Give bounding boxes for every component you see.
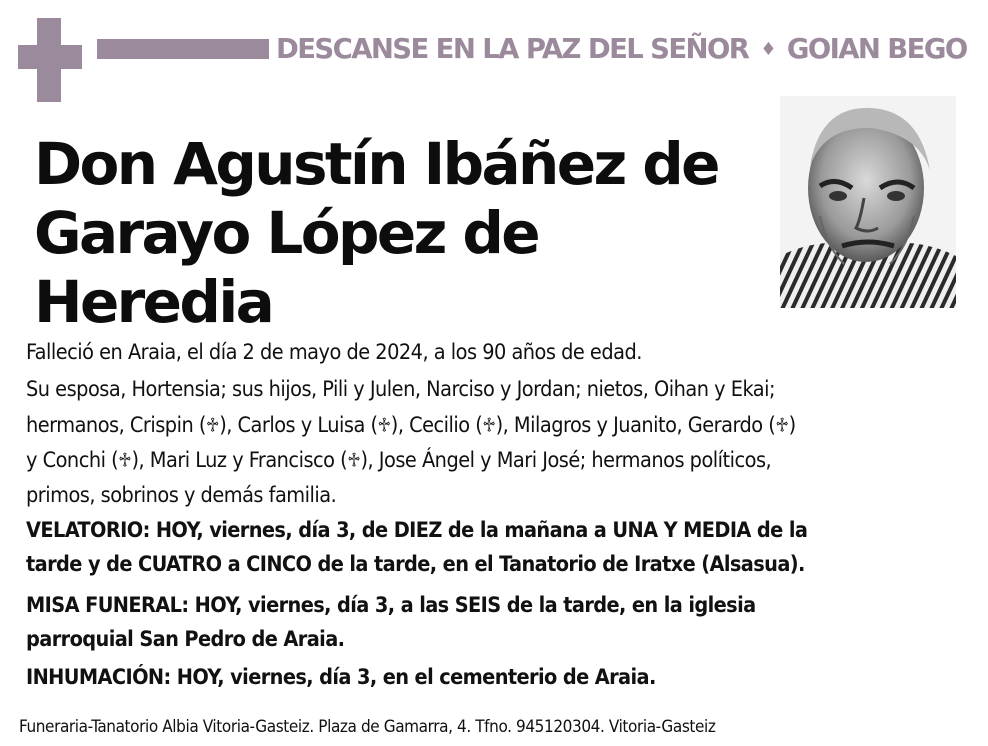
velatorio-line2: tarde y de CUATRO a CINCO de la tarde, en el Tanatorio de Iratxe (Alsasua). xyxy=(26,552,805,577)
family-line2: hermanos, Crispin (♱), Carlos y Luisa (♱), Cecilio (♱), Milagros y Juanito, Gerardo (♱) xyxy=(26,408,966,444)
deceased-cross-icon: ♱ xyxy=(118,448,132,472)
deceased-cross-icon: ♱ xyxy=(775,412,789,437)
diamond-icon: ♦ xyxy=(760,39,775,60)
cross-icon xyxy=(18,18,82,102)
deceased-cross-icon: ♱ xyxy=(482,412,496,437)
family-line1: Su esposa, Hortensia; sus hijos, Pili y Julen, Narciso y Jordan; nietos, Oihan y Ekai; xyxy=(26,377,776,402)
cross-horizontal-bar xyxy=(18,45,82,69)
misa-line1: MISA FUNERAL: HOY, viernes, día 3, a las SEIS de la tarde, en la iglesia xyxy=(26,593,756,618)
deceased-name-line2: Garayo López de Heredia xyxy=(34,199,539,336)
header-rule xyxy=(97,39,269,59)
deceased-name-line1: Don Agustín Ibáñez de xyxy=(34,130,718,198)
funeral-home-footer: Funeraria-Tanatorio Albia Vitoria-Gasteiz. Plaza de Gamarra, 4. Tfno. 945120304. Vitoria-Gasteiz xyxy=(19,717,716,737)
header-motto-spanish: DESCANSE EN LA PAZ DEL SEÑOR xyxy=(276,33,749,65)
misa-line2: parroquial San Pedro de Araia. xyxy=(26,627,345,652)
death-notice: Falleció en Araia, el día 2 de mayo de 2024, a los 90 años de edad. xyxy=(26,340,642,365)
deceased-cross-icon: ♱ xyxy=(347,448,361,472)
family-paragraph xyxy=(26,373,966,513)
inhumacion-notice: INHUMACIÓN: HOY, viernes, día 3, en el cementerio de Araia. xyxy=(26,665,656,690)
portrait-photo xyxy=(780,96,956,308)
family-line3: y Conchi (♱), Mari Luz y Francisco (♱), Jose Ángel y Mari José; hermanos políticos, xyxy=(26,443,966,479)
deceased-name xyxy=(34,130,774,337)
misa-notice xyxy=(26,589,966,657)
family-line4: primos, sobrinos y demás familia. xyxy=(26,482,337,508)
header-motto xyxy=(276,31,967,68)
velatorio-notice xyxy=(26,514,966,582)
velatorio-line1: VELATORIO: HOY, viernes, día 3, de DIEZ de la mañana a UNA Y MEDIA de la xyxy=(26,518,808,543)
portrait-photo-icon xyxy=(780,96,956,308)
header-motto-basque: GOIAN BEGO xyxy=(786,33,967,65)
deceased-cross-icon: ♱ xyxy=(205,412,220,437)
deceased-cross-icon: ♱ xyxy=(377,412,391,437)
